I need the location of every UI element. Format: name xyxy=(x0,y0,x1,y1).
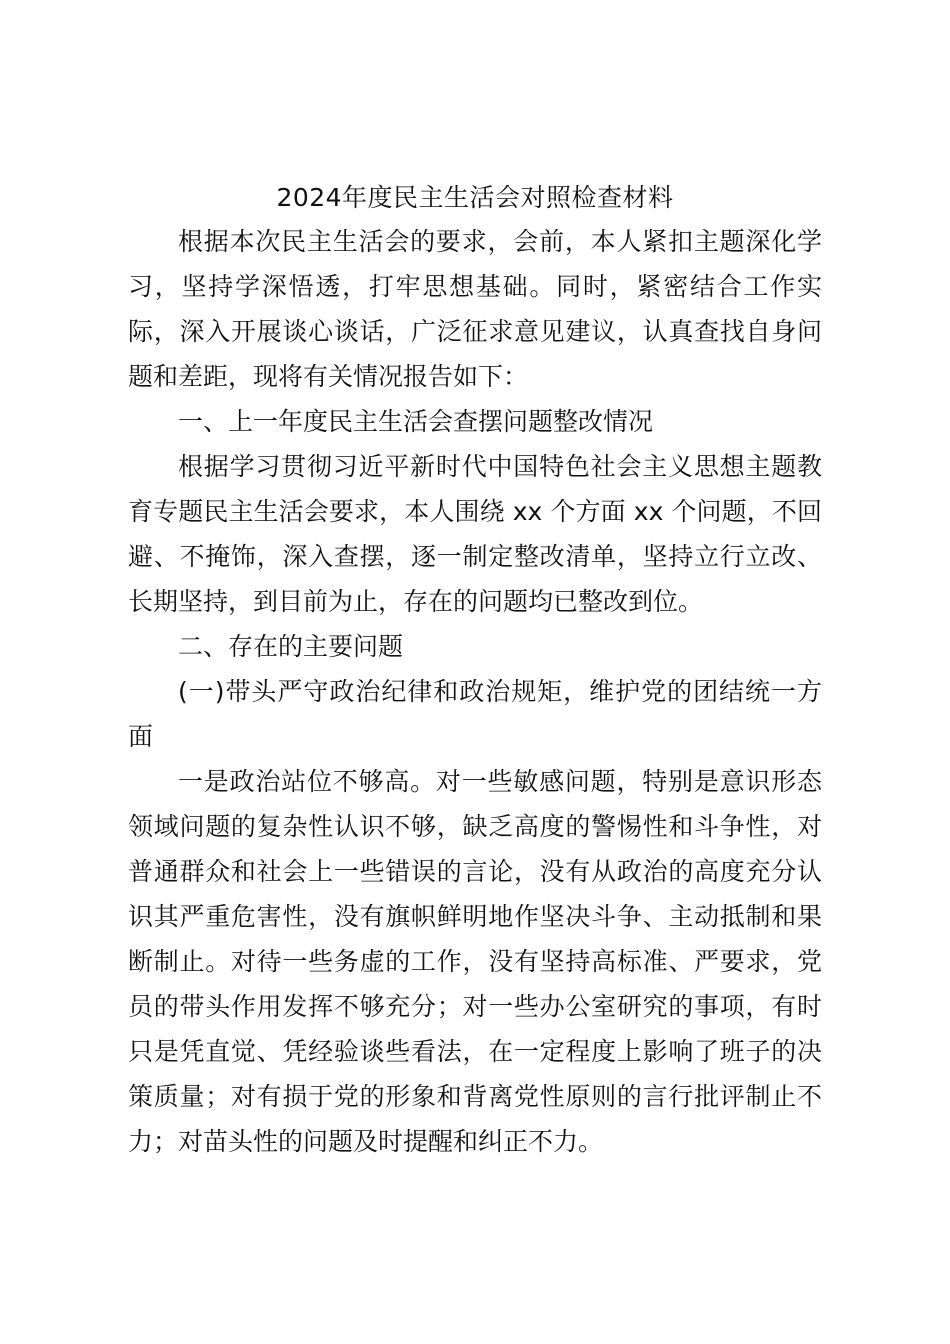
section-heading: 二、存在的主要问题 xyxy=(178,632,404,661)
section-heading: 一、上一年度民主生活会查摆问题整改情况 xyxy=(178,407,654,436)
paragraph-line: 根据学习贯彻习近平新时代中国特色社会主义思想主题教 xyxy=(178,452,822,481)
subsection-heading: (一)带头严守政治纪律和政治规矩，维护党的团结统一方 xyxy=(178,677,822,706)
subsection-heading: 面 xyxy=(128,722,154,751)
paragraph-line: 力；对苗头性的问题及时提醒和纠正不力。 xyxy=(128,1127,604,1156)
paragraph-line: 育专题民主生活会要求，本人围绕 xx 个方面 xx 个问题，不回 xyxy=(128,497,822,526)
paragraph-line: 普通群众和社会上一些错误的言论，没有从政治的高度充分认 xyxy=(128,857,822,886)
paragraph-line: 根据本次民主生活会的要求，会前，本人紧扣主题深化学 xyxy=(178,227,822,256)
paragraph-line: 只是凭直觉、凭经验谈些看法，在一定程度上影响了班子的决 xyxy=(128,1037,822,1066)
paragraph-line: 一是政治站位不够高。对一些敏感问题，特别是意识形态 xyxy=(178,767,822,796)
paragraph-line: 断制止。对待一些务虚的工作，没有坚持高标准、严要求，党 xyxy=(128,947,822,976)
document-title: 2024年度民主生活会对照检查材料 xyxy=(276,183,674,212)
paragraph-line: 领域问题的复杂性认识不够，缺乏高度的警惕性和斗争性，对 xyxy=(128,812,822,841)
paragraph-line: 员的带头作用发挥不够充分；对一些办公室研究的事项，有时 xyxy=(128,992,822,1021)
paragraph-line: 习，坚持学深悟透，打牢思想基础。同时，紧密结合工作实 xyxy=(128,272,822,301)
paragraph-line: 际，深入开展谈心谈话，广泛征求意见建议，认真查找自身问 xyxy=(128,317,822,346)
paragraph-line: 长期坚持，到目前为止，存在的问题均已整改到位。 xyxy=(128,587,704,616)
paragraph-line: 策质量；对有损于党的形象和背离党性原则的言行批评制止不 xyxy=(128,1082,822,1111)
paragraph-line: 题和差距，现将有关情况报告如下： xyxy=(128,362,529,391)
paragraph-line: 避、不掩饰，深入查摆，逐一制定整改清单，坚持立行立改、 xyxy=(128,542,822,571)
paragraph-line: 识其严重危害性，没有旗帜鲜明地作坚决斗争、主动抵制和果 xyxy=(128,902,822,931)
